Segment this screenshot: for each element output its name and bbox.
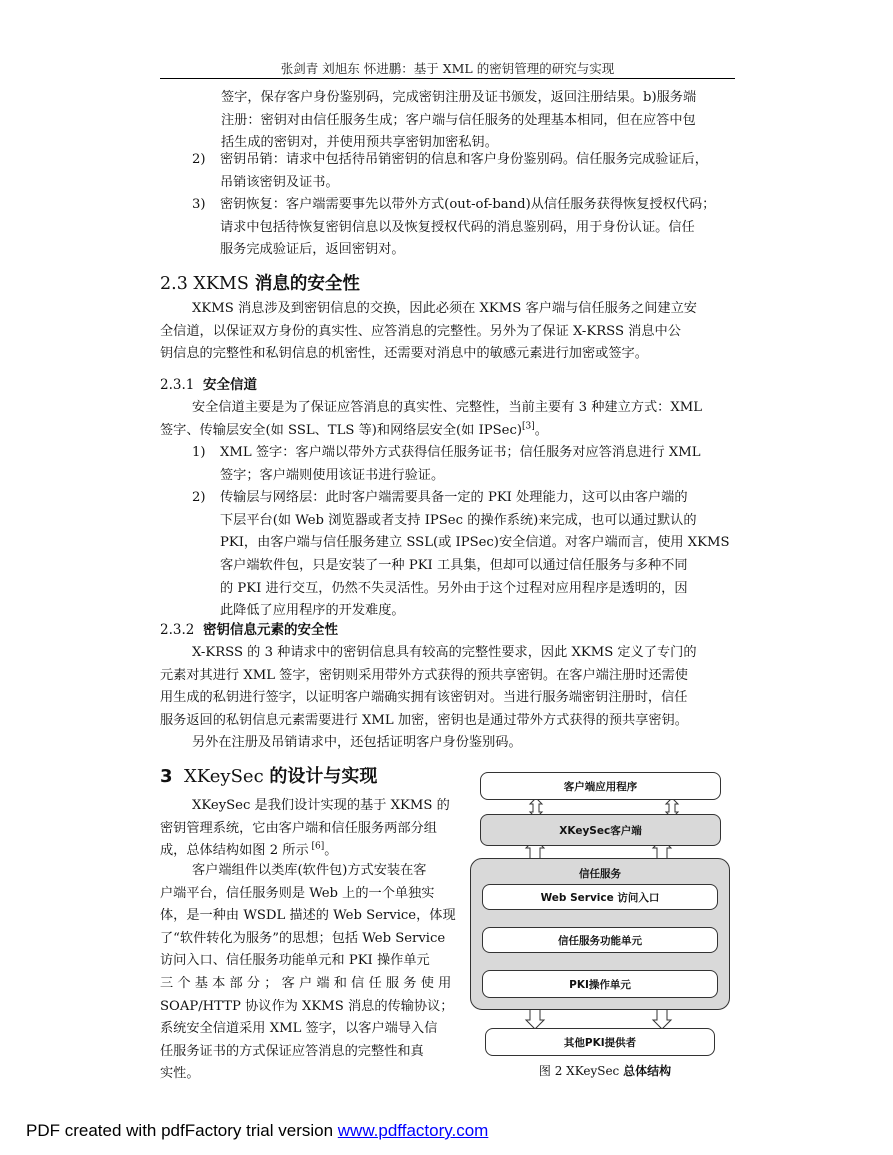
footer-text: PDF created with pdfFactory trial version [26, 1121, 338, 1140]
text-line: 体，是一种由 WSDL 描述的 Web Service，体现 [160, 908, 456, 924]
text-line: 实性。 [160, 1066, 200, 1082]
section-title-prefix: XKeySec [183, 766, 270, 787]
pdffactory-link[interactable]: www.pdffactory.com [337, 1121, 489, 1140]
list-item-line: 密钥恢复：客户端需要事先以带外方式(out-of-band)从信任服务获得恢复授权代码； [220, 197, 716, 213]
text-span: XKeySec 是我们设计实现的基于 XKMS 的 [192, 798, 450, 813]
list-item-line: 签字；客户端则使用该证书进行验证。 [220, 467, 445, 483]
ws-entry-box: Web Service 访问入口 [482, 884, 718, 910]
text-line: 三 个 基 本 部 分 ； 客 户 端 和 信 任 服 务 使 用 [160, 976, 452, 991]
section-title: 消息的安全性 [248, 274, 360, 294]
section-title: 的设计与实现 [269, 766, 378, 787]
list-item-line: 吊销该密钥及证书。 [220, 174, 339, 190]
list-item-line: 传输层与网络层：此时客户端需要具备一定的 PKI 处理能力，这可以由客户端的 [220, 490, 688, 506]
section-heading-3 [160, 762, 377, 788]
client-app-box: 客户端应用程序 [480, 772, 721, 800]
text-line: X-KRSS 的 3 种请求中的密钥信息具有较高的完整性要求，因此 XKMS 定义了专门的 [192, 645, 697, 660]
text-line: 另外在注册及吊销请求中，还包括证明客户身份鉴别码。 [192, 735, 522, 751]
text-line: 用生成的私钥进行签字，以证明客户端确实拥有该密钥对。当进行服务端密钥注册时，信任 [160, 690, 688, 706]
list-number: 3) [192, 197, 206, 213]
header-rule [160, 78, 735, 79]
text-span: 成，总体结构如图 2 所示 [160, 843, 309, 859]
text-line: 了“软件转化为服务”的思想；包括 Web Service [160, 930, 446, 946]
list-number: 1) [192, 445, 206, 460]
text-line: 全信道，以保证双方身份的真实性、应答消息的完整性。另外为了保证 X-KRSS 消息中公 [160, 323, 681, 339]
text-span: 。 [324, 843, 338, 859]
pdf-footer [26, 1121, 488, 1141]
section-title: 安全信道 [202, 377, 257, 393]
trust-service-title: 信任服务 [579, 868, 621, 880]
list-item-line: 请求中包括待恢复密钥信息以及恢复授权代码的消息鉴别码，用于身份认证。信任 [220, 219, 695, 235]
text-line: 户端平台，信任服务则是 Web 上的一个单独实 [160, 885, 435, 901]
text-span: 。 [534, 422, 548, 438]
text-line: 注册：密钥对由信任服务生成；客户端与信任服务的处理基本相同，但在应答中包 [221, 112, 696, 128]
section-number: 2.3.1 [160, 377, 195, 393]
list-number: 2) [192, 490, 206, 506]
list-number: 2) [192, 152, 206, 167]
text-line: 括生成的密钥对，并使用预共享密钥加密私钥。 [221, 135, 498, 151]
text-line [160, 420, 548, 443]
section-title: 密钥信息元素的安全性 [202, 622, 338, 638]
list-item-line: 此降低了应用程序的开发难度。 [220, 603, 405, 619]
text-span: 密钥管理系统，它由客户端和信任服务两部分组 [160, 820, 437, 836]
section-heading-2-3-1 [160, 373, 257, 393]
other-pki-box: 其他PKI提供者 [485, 1028, 715, 1056]
section-number: 2.3 XKMS [160, 274, 249, 294]
list-item-line: 的 PKI 进行交互，仍然不失灵活性。另外由于这个过程对应用程序是透明的，因 [220, 580, 688, 596]
text-line: 安全信道主要是为了保证应答消息的真实性、完整性，当前主要有 3 种建立方式：XML [192, 400, 702, 415]
text-line: XKMS 消息涉及到密钥信息的交换，因此必须在 XKMS 客户端与信任服务之间建立安 [192, 301, 697, 316]
list-item-line: 服务完成验证后，返回密钥对。 [220, 242, 405, 258]
text-line: 签字，保存客户身份鉴别码，完成密钥注册及证书颁发，返回注册结果。b)服务端 [221, 90, 697, 105]
text-line: 客户端组件以类库(软件包)方式安装在客 [192, 863, 427, 878]
citation-ref: [6] [308, 841, 325, 852]
list-item-line: XML 签字：客户端以带外方式获得信任服务证书；信任服务对应答消息进行 XML [220, 445, 701, 460]
text-line: 系统安全信道采用 XML 签字，以客户端导入信 [160, 1021, 438, 1037]
section-heading-2-3-2 [160, 618, 338, 638]
text-line: 元素对其进行 XML 签字，密钥则采用带外方式获得的预共享密钥。在客户端注册时还需使 [160, 667, 688, 683]
list-item-line: PKI，由客户端与信任服务建立 SSL(或 IPSec)安全信道。对客户端而言，使用 XKMS [220, 535, 730, 551]
caption-prefix: 图 2 XKeySec [538, 1064, 624, 1078]
pki-unit-box: PKI操作单元 [482, 970, 718, 998]
text-line: 服务返回的私钥信息元素需要进行 XML 加密，密钥也是通过带外方式获得的预共享密钥。 [160, 712, 688, 728]
text-line [160, 818, 437, 841]
func-unit-box: 信任服务功能单元 [482, 927, 718, 953]
text-line [192, 795, 450, 818]
running-header: 张剑青 刘旭东 怀进鹏：基于 XML 的密钥管理的研究与实现 [280, 61, 615, 76]
section-heading-2-3 [160, 270, 360, 295]
text-line: 任服务证书的方式保证应答消息的完整性和真 [160, 1043, 424, 1059]
text-line: 访问入口、信任服务功能单元和 PKI 操作单元 [160, 953, 430, 969]
text-span: 签字、传输层安全(如 SSL、TLS 等)和网络层安全(如 IPSec) [160, 422, 523, 438]
figure-caption [480, 1062, 730, 1079]
client-box: XKeySec客户端 [480, 814, 721, 846]
list-item-line: 密钥吊销：请求中包括待吊销密钥的信息和客户身份鉴别码。信任服务完成验证后， [220, 152, 708, 167]
citation-ref: [3] [522, 421, 535, 432]
list-item-line: 下层平台(如 Web 浏览器或者支持 IPSec 的操作系统)来完成，也可以通过默认的 [220, 512, 697, 528]
caption-title: 总体结构 [623, 1064, 672, 1078]
text-line: SOAP/HTTP 协议作为 XKMS 消息的传输协议； [160, 998, 454, 1014]
text-line: 钥信息的完整性和私钥信息的机密性，还需要对消息中的敏感元素进行加密或签字。 [160, 346, 648, 362]
list-item-line: 客户端软件包，只是安装了一种 PKI 工具集，但却可以通过信任服务与多种不同 [220, 558, 688, 573]
section-number: 3 [160, 766, 173, 787]
section-number: 2.3.2 [160, 622, 195, 638]
